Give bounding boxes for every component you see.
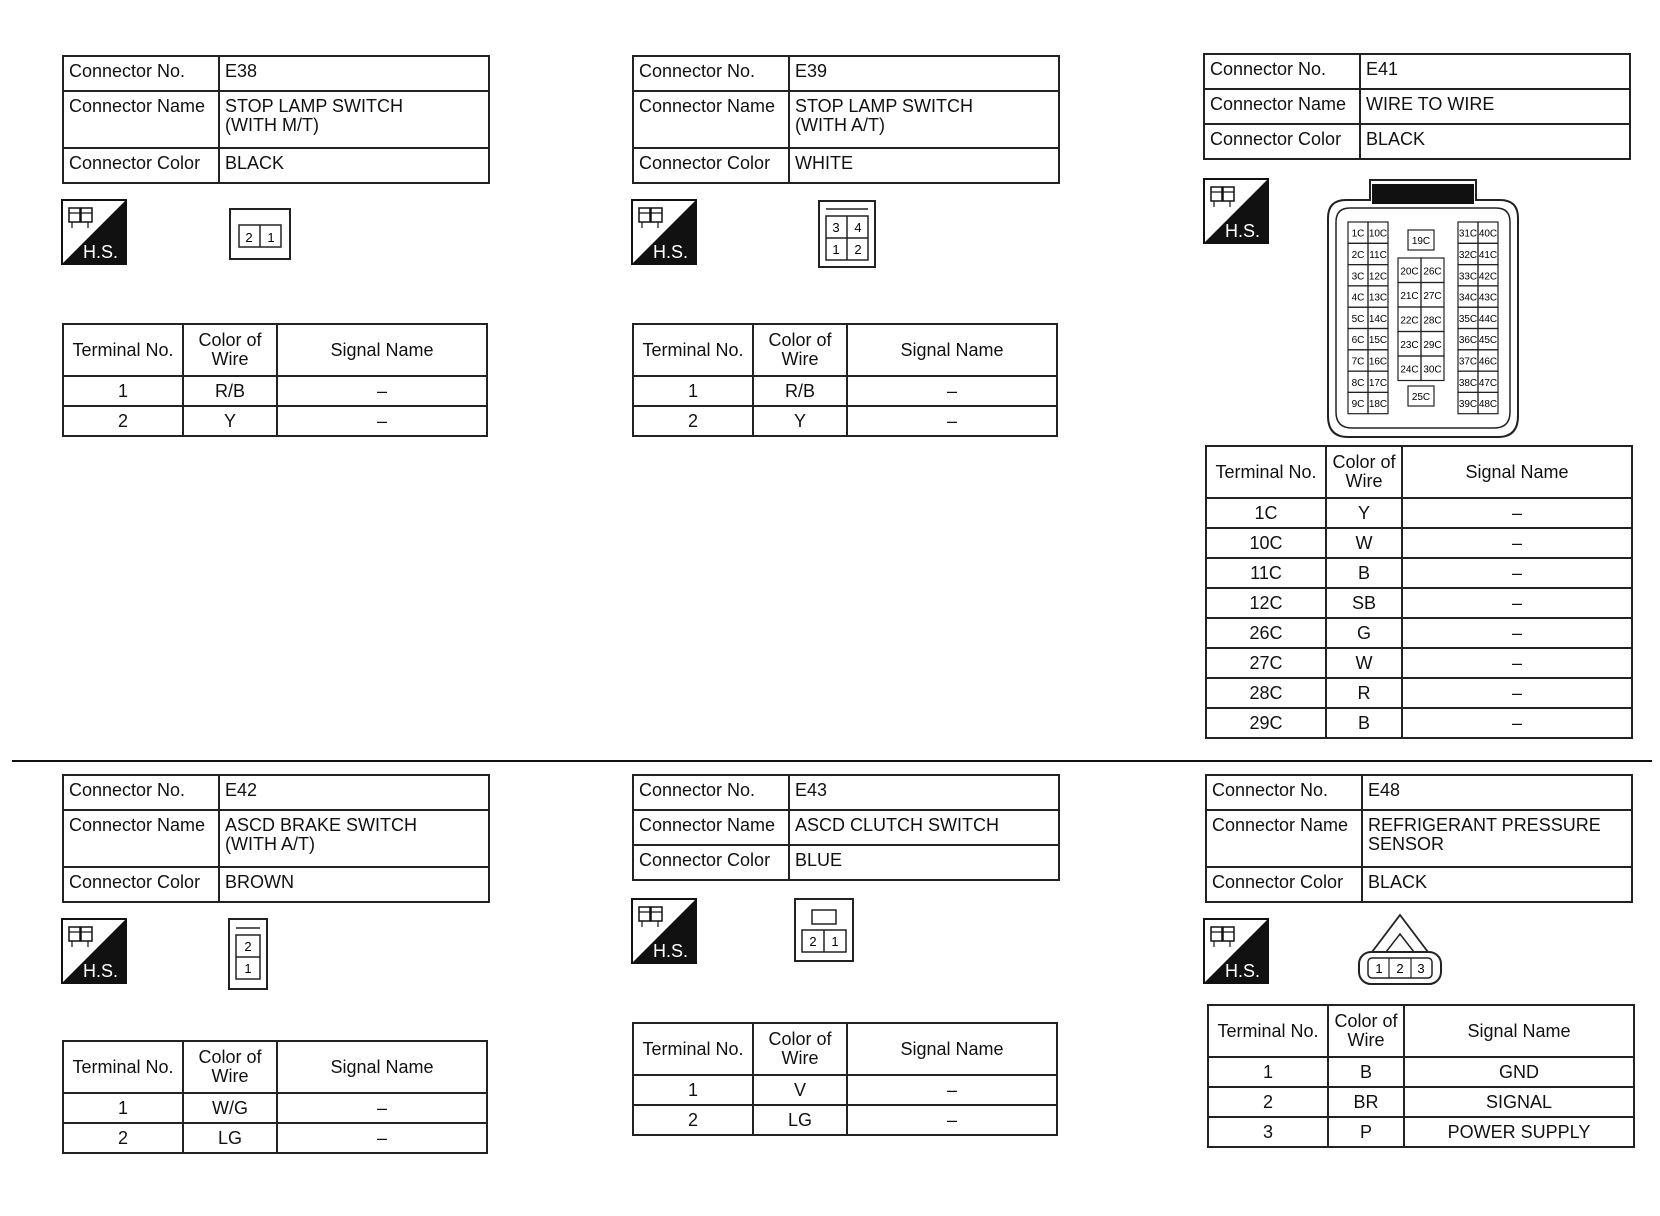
e43-connector-name: ASCD CLUTCH SWITCH — [789, 810, 1059, 845]
harness-side-icon — [631, 898, 697, 964]
e41-info-table — [1203, 53, 1631, 160]
e38-connector-no-label: Connector No. — [63, 56, 219, 91]
signal-name: – — [1402, 558, 1632, 588]
e41-pin-label: 27C — [1423, 290, 1442, 302]
signal-name-header: Signal Name — [1402, 446, 1632, 498]
wire-color: LG — [753, 1105, 847, 1135]
e48-pin-label: 3 — [1417, 961, 1425, 976]
signal-name-header: Signal Name — [847, 1023, 1057, 1075]
e41-pin-label: 14C — [1368, 313, 1388, 325]
e41-pin-label: 20C — [1400, 266, 1419, 278]
color-of-wire-header: Color of Wire — [1326, 446, 1402, 498]
e42-connector-face — [228, 918, 270, 990]
terminal-no-header: Terminal No. — [1208, 1005, 1328, 1057]
e39-pin-label: 4 — [854, 220, 862, 235]
e41-pin-label: 29C — [1423, 339, 1442, 351]
e41-pin-label: 6C — [1351, 335, 1365, 347]
terminal-no: 29C — [1206, 708, 1326, 738]
signal-name: – — [847, 1105, 1057, 1135]
e41-pin-label: 10C — [1368, 228, 1388, 240]
e43-connector-no: E43 — [789, 775, 1059, 810]
e42-connector-no-label: Connector No. — [63, 775, 219, 810]
signal-name: – — [1402, 678, 1632, 708]
e41-pin-label: 12C — [1368, 271, 1388, 283]
wire-color: R/B — [753, 376, 847, 406]
e41-pin-label: 1C — [1351, 228, 1365, 240]
signal-name: – — [1402, 498, 1632, 528]
e38-pin-label: 2 — [245, 230, 253, 245]
e38-connector-name: STOP LAMP SWITCH (WITH M/T) — [219, 91, 489, 148]
e41-pin-label: 7C — [1351, 356, 1365, 368]
e41-pin-label: 28C — [1423, 315, 1442, 327]
e43-pin-label: 1 — [831, 934, 839, 949]
e41-pin-label: 2C — [1351, 249, 1365, 261]
e41-pin-label: 34C — [1458, 292, 1478, 304]
signal-name: – — [1402, 528, 1632, 558]
harness-side-icon — [61, 918, 127, 984]
e41-pin-label: 17C — [1368, 377, 1388, 389]
e38-connector-name-label: Connector Name — [63, 91, 219, 148]
e41-pin-label: 38C — [1458, 377, 1478, 389]
e39-connector-color-label: Connector Color — [633, 148, 789, 183]
e41-connector-no-label: Connector No. — [1204, 54, 1360, 89]
e41-pin-label: 21C — [1400, 290, 1419, 302]
e48-connector-color-label: Connector Color — [1206, 867, 1362, 902]
e41-pin-label: 11C — [1369, 249, 1387, 261]
signal-name: – — [1402, 588, 1632, 618]
e41-connector-face — [1326, 178, 1520, 440]
harness-side-icon — [1203, 178, 1269, 244]
e41-pin-label: 23C — [1400, 339, 1419, 351]
e43-connector-color-label: Connector Color — [633, 845, 789, 880]
e38-connector-no: E38 — [219, 56, 489, 91]
e41-pin-label: 15C — [1368, 335, 1388, 347]
e41-pin-label: 42C — [1478, 271, 1498, 283]
e41-pin-label: 35C — [1458, 313, 1478, 325]
e38-pin-label: 1 — [267, 230, 275, 245]
e41-pin-label: 39C — [1458, 399, 1478, 411]
e42-pin-label: 2 — [244, 939, 252, 954]
terminal-no: 1C — [1206, 498, 1326, 528]
signal-name: – — [1402, 708, 1632, 738]
e41-terminal-table — [1205, 445, 1633, 739]
terminal-no: 1 — [633, 1075, 753, 1105]
e41-pin-label: 9C — [1351, 399, 1365, 411]
terminal-no: 1 — [1208, 1057, 1328, 1087]
harness-side-icon — [1203, 918, 1269, 984]
e41-pin-label: 37C — [1458, 356, 1478, 368]
signal-name: – — [1402, 648, 1632, 678]
e39-info-table — [632, 55, 1060, 184]
e48-info-table — [1205, 774, 1633, 903]
e41-pin-label: 4C — [1351, 292, 1365, 304]
e43-info-table — [632, 774, 1060, 881]
wire-color: P — [1328, 1117, 1404, 1147]
e38-connector-face — [229, 208, 291, 260]
e42-connector-name-label: Connector Name — [63, 810, 219, 867]
e42-info-table — [62, 774, 490, 903]
e41-pin-label: 3C — [1351, 271, 1365, 283]
e39-terminal-table — [632, 323, 1058, 437]
wire-color: W/G — [183, 1093, 277, 1123]
terminal-no: 28C — [1206, 678, 1326, 708]
e41-pin-label: 18C — [1368, 399, 1388, 411]
e39-connector-face — [818, 200, 876, 268]
wire-color: V — [753, 1075, 847, 1105]
color-of-wire-header: Color of Wire — [183, 324, 277, 376]
e41-pin-label: 40C — [1478, 228, 1498, 240]
e38-connector-color: BLACK — [219, 148, 489, 183]
e41-pin-label: 16C — [1368, 356, 1388, 368]
e38-terminal-table — [62, 323, 488, 437]
e41-pin-label: 8C — [1351, 377, 1365, 389]
e41-connector-name-label: Connector Name — [1204, 89, 1360, 124]
e39-pin-label: 3 — [832, 220, 840, 235]
terminal-no: 2 — [63, 1123, 183, 1153]
e42-connector-name: ASCD BRAKE SWITCH (WITH A/T) — [219, 810, 489, 867]
terminal-no: 27C — [1206, 648, 1326, 678]
wire-color: B — [1326, 558, 1402, 588]
harness-side-icon — [631, 199, 697, 265]
signal-name-header: Signal Name — [277, 324, 487, 376]
e41-pin-label: 33C — [1458, 271, 1478, 283]
e41-connector-color: BLACK — [1360, 124, 1630, 159]
color-of-wire-header: Color of Wire — [753, 324, 847, 376]
e48-pin-label: 1 — [1375, 961, 1383, 976]
terminal-no: 2 — [1208, 1087, 1328, 1117]
e41-connector-no: E41 — [1360, 54, 1630, 89]
color-of-wire-header: Color of Wire — [183, 1041, 277, 1093]
color-of-wire-header: Color of Wire — [1328, 1005, 1404, 1057]
wire-color: W — [1326, 648, 1402, 678]
signal-name: GND — [1404, 1057, 1634, 1087]
wire-color: Y — [1326, 498, 1402, 528]
e41-pin-label: 31C — [1458, 228, 1478, 240]
e41-pin-label: 25C — [1411, 392, 1431, 403]
e43-connector-name-label: Connector Name — [633, 810, 789, 845]
terminal-no-header: Terminal No. — [633, 324, 753, 376]
e41-pin-label: 26C — [1423, 266, 1442, 278]
signal-name: – — [277, 1093, 487, 1123]
e41-pin-label: 43C — [1478, 292, 1498, 304]
e48-connector-color: BLACK — [1362, 867, 1632, 902]
e43-connector-color: BLUE — [789, 845, 1059, 880]
e41-pin-label: 32C — [1458, 249, 1478, 261]
wire-color: R/B — [183, 376, 277, 406]
wire-color: SB — [1326, 588, 1402, 618]
e41-pin-label: 5C — [1351, 313, 1365, 325]
e43-connector-face — [794, 898, 856, 962]
e41-pin-label: 46C — [1478, 356, 1498, 368]
e41-pin-label: 13C — [1368, 292, 1388, 304]
e48-connector-face — [1356, 912, 1446, 986]
e48-terminal-table — [1207, 1004, 1635, 1148]
e41-pin-label: 19C — [1411, 236, 1431, 247]
svg-text:H.S.: H.S. — [83, 242, 119, 262]
signal-name: – — [277, 406, 487, 436]
terminal-no-header: Terminal No. — [63, 324, 183, 376]
terminal-no-header: Terminal No. — [633, 1023, 753, 1075]
e39-connector-color: WHITE — [789, 148, 1059, 183]
svg-text:H.S.: H.S. — [83, 961, 119, 981]
e39-connector-no: E39 — [789, 56, 1059, 91]
wire-color: G — [1326, 618, 1402, 648]
e39-connector-no-label: Connector No. — [633, 56, 789, 91]
terminal-no: 3 — [1208, 1117, 1328, 1147]
terminal-no: 1 — [63, 1093, 183, 1123]
e41-pin-label: 41C — [1478, 249, 1498, 261]
terminal-no: 1 — [63, 376, 183, 406]
e41-pin-label: 30C — [1423, 364, 1442, 376]
e48-connector-name: REFRIGERANT PRESSURE SENSOR — [1362, 810, 1632, 867]
e39-pin-label: 1 — [832, 242, 840, 257]
terminal-no: 2 — [63, 406, 183, 436]
signal-name: POWER SUPPLY — [1404, 1117, 1634, 1147]
e41-pin-label: 36C — [1458, 335, 1478, 347]
e42-terminal-table — [62, 1040, 488, 1154]
signal-name: – — [847, 376, 1057, 406]
signal-name-header: Signal Name — [277, 1041, 487, 1093]
e42-pin-label: 1 — [244, 961, 252, 976]
e41-connector-name: WIRE TO WIRE — [1360, 89, 1630, 124]
e41-pin-label: 44C — [1478, 313, 1498, 325]
svg-text:H.S.: H.S. — [1225, 221, 1261, 241]
signal-name: – — [847, 406, 1057, 436]
terminal-no-header: Terminal No. — [1206, 446, 1326, 498]
terminal-no: 26C — [1206, 618, 1326, 648]
e39-pin-label: 2 — [854, 242, 862, 257]
wire-color: B — [1326, 708, 1402, 738]
wire-color: Y — [183, 406, 277, 436]
svg-text:H.S.: H.S. — [1225, 961, 1261, 981]
e38-info-table — [62, 55, 490, 184]
e41-connector-color-label: Connector Color — [1204, 124, 1360, 159]
wire-color: W — [1326, 528, 1402, 558]
e48-connector-name-label: Connector Name — [1206, 810, 1362, 867]
terminal-no: 2 — [633, 406, 753, 436]
e43-connector-no-label: Connector No. — [633, 775, 789, 810]
signal-name: – — [277, 1123, 487, 1153]
e39-connector-name: STOP LAMP SWITCH (WITH A/T) — [789, 91, 1059, 148]
e39-connector-name-label: Connector Name — [633, 91, 789, 148]
e48-pin-label: 2 — [1396, 961, 1404, 976]
signal-name-header: Signal Name — [1404, 1005, 1634, 1057]
signal-name-header: Signal Name — [847, 324, 1057, 376]
e41-pin-label: 47C — [1478, 377, 1498, 389]
e41-pin-label: 22C — [1400, 315, 1419, 327]
e41-pin-label: 24C — [1400, 364, 1419, 376]
e41-pin-label: 48C — [1478, 399, 1498, 411]
e42-connector-color: BROWN — [219, 867, 489, 902]
wire-color: R — [1326, 678, 1402, 708]
terminal-no: 1 — [633, 376, 753, 406]
terminal-no: 2 — [633, 1105, 753, 1135]
e43-terminal-table — [632, 1022, 1058, 1136]
signal-name: – — [847, 1075, 1057, 1105]
e38-connector-color-label: Connector Color — [63, 148, 219, 183]
e48-connector-no-label: Connector No. — [1206, 775, 1362, 810]
wire-color: LG — [183, 1123, 277, 1153]
svg-text:H.S.: H.S. — [653, 242, 689, 262]
svg-text:H.S.: H.S. — [653, 941, 689, 961]
wire-color: BR — [1328, 1087, 1404, 1117]
signal-name: – — [277, 376, 487, 406]
e43-pin-label: 2 — [809, 934, 817, 949]
section-divider — [12, 760, 1652, 762]
terminal-no: 10C — [1206, 528, 1326, 558]
terminal-no-header: Terminal No. — [63, 1041, 183, 1093]
terminal-no: 11C — [1206, 558, 1326, 588]
harness-side-icon — [61, 199, 127, 265]
e42-connector-no: E42 — [219, 775, 489, 810]
e42-connector-color-label: Connector Color — [63, 867, 219, 902]
e48-connector-no: E48 — [1362, 775, 1632, 810]
wire-color: Y — [753, 406, 847, 436]
signal-name: – — [1402, 618, 1632, 648]
e41-pin-label: 45C — [1478, 335, 1498, 347]
signal-name: SIGNAL — [1404, 1087, 1634, 1117]
color-of-wire-header: Color of Wire — [753, 1023, 847, 1075]
terminal-no: 12C — [1206, 588, 1326, 618]
wire-color: B — [1328, 1057, 1404, 1087]
